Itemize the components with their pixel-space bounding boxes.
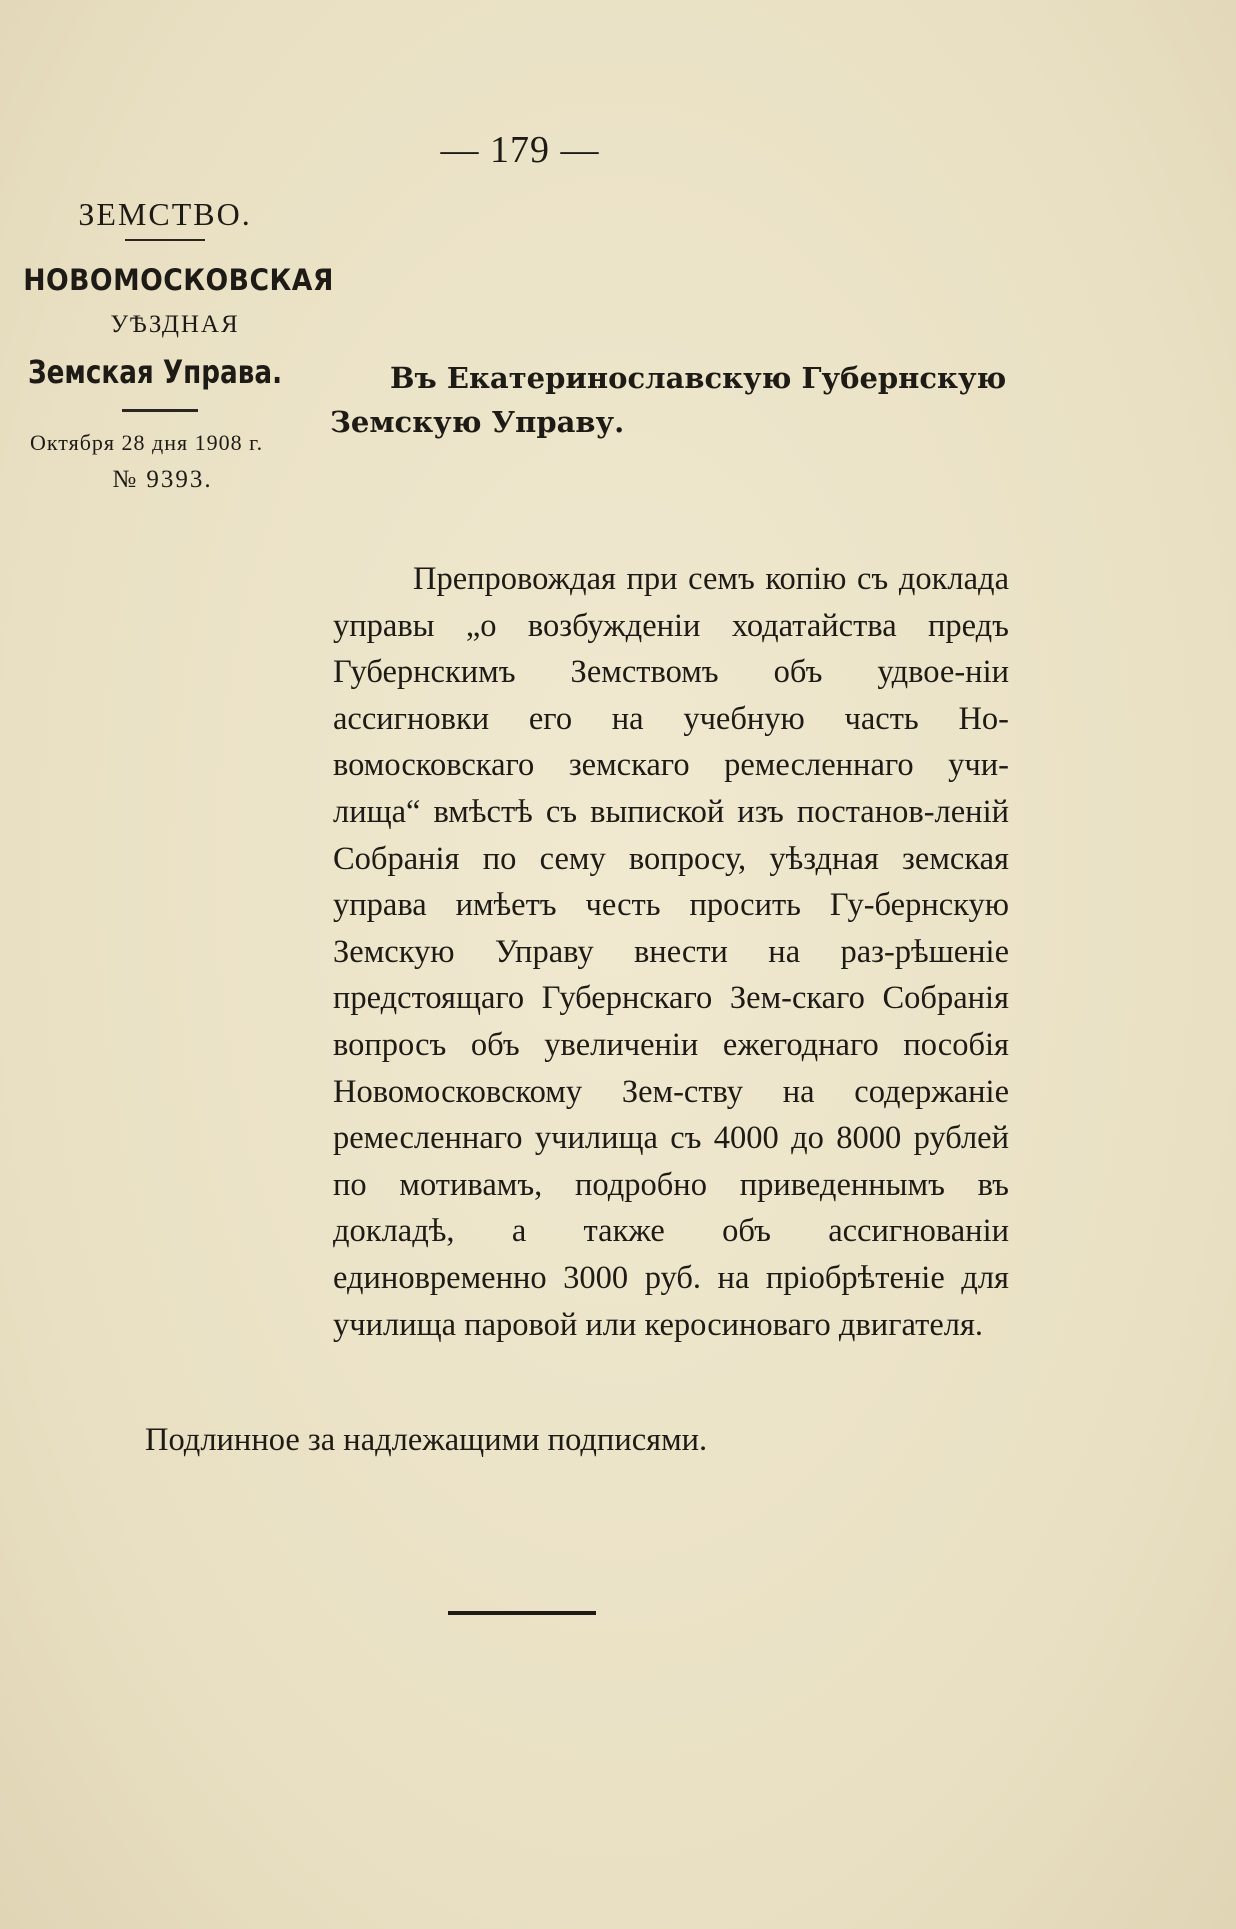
closing-line: Подлинное за надлежащими подписями.	[145, 1422, 708, 1458]
org-type: ЗЕМСТВО.	[78, 196, 252, 232]
org-subtype: УѢЗДНАЯ	[110, 311, 240, 338]
sender-block	[23, 196, 340, 494]
divider	[122, 409, 198, 412]
addressee-line-1: Въ Екатеринославскую Губернскую	[390, 361, 1007, 395]
letter-body: Препровождая при семъ копію съ доклада управы „о возбужденіи ходатайства предъ Губернскимъ Земствомъ объ удвое-ніи ассигновки его на учебную часть Но-вомосковскаго земскаго ремесленнаго учи-лища“ вмѣстѣ съ выпиской изъ постанов-леній Собранія по сему вопросу, уѣздная земская управа имѣетъ честь просить Гу-бернскую Земскую Управу внести на раз-рѣшеніе предстоящаго Губернскаго Зем-скаго Собранія вопросъ объ увеличеніи ежегоднаго пособія Новомосковскому Зем-ству на содержаніе ремесленнаго училища съ 4000 до 8000 рублей по мотивамъ, подробно приведеннымъ въ докладѣ, а также объ ассигнованіи единовременно 3000 руб. на пріобрѣтеніе для училища паровой или керосиноваго двигателя.	[333, 561, 1009, 1343]
end-rule	[448, 1611, 596, 1615]
page-number: — 179 —	[440, 129, 600, 171]
addressee-line-2: Земскую Управу.	[330, 405, 625, 439]
document-date: Октября 28 дня 1908 г.	[30, 430, 264, 455]
document-number: № 9393.	[112, 466, 213, 493]
org-name: НОВОМОСКОВСКАЯ	[23, 263, 334, 297]
org-board: Земская Управа.	[27, 353, 283, 391]
addressee	[330, 356, 1020, 444]
divider	[125, 239, 205, 241]
